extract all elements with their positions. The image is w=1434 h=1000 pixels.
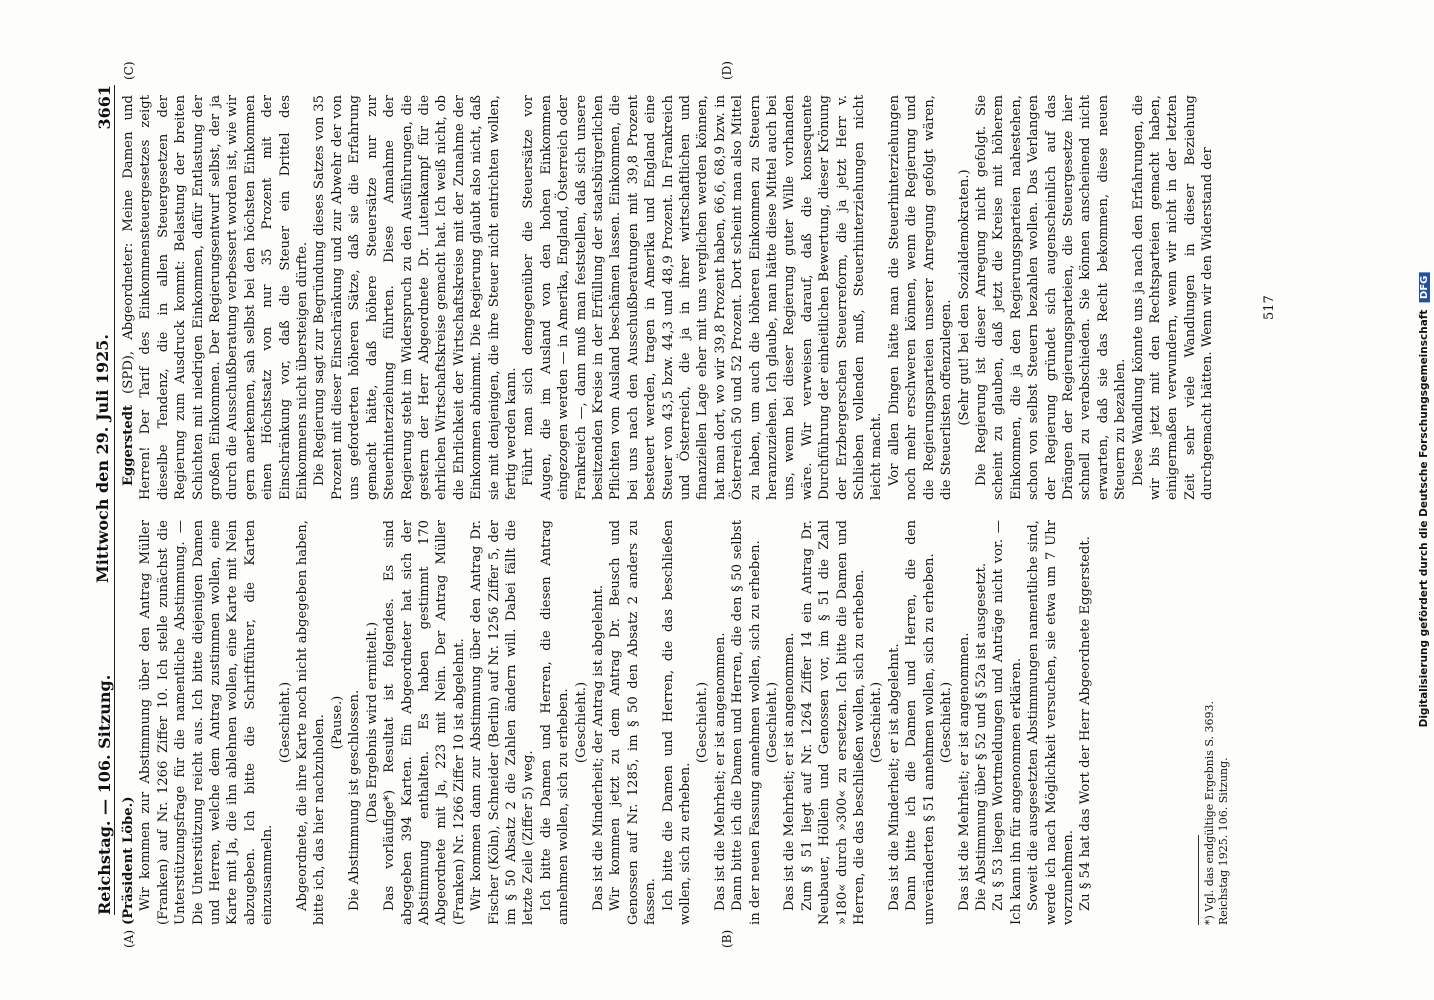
footnote-text: *) Vgl. das endgültige Ergebnis S. 3693. [1203, 700, 1216, 925]
left-column [120, 520, 1095, 925]
footnote-rule [1198, 835, 1199, 925]
paragraph-text: Soweit die ausgesetzten Abstimmungen namentliche sind, werde ich nach Möglichkeit versuchen, sie etwa um 7 Uhr vorzunehmen. [1026, 520, 1076, 925]
left-column-paragraph [607, 520, 659, 925]
paragraph-text: Die Regierung sagt zur Begründung dieses Satzes von 35 Prozent mit dieser Einschränkung und zur Abwehr der von uns geforderten höheren Sätze, daß sie die Erfahrung gemacht hätte, daß höhere Steuersätze nur zur Steuerhinterziehung führten. Diese Annahme der Regierung steht im Widerspruch zu den Ausführungen, die gestern der Herr Abgeordnete Dr. Lutenkampf für die ehrlichen Wirtschaftskreise gemacht hat. Ich weiß nicht, ob die Ehrlichkeit der Wirtschaftskreise mit der Zunahme der Einkommen abnimmt. Die Regierung glaubt also nicht, daß sie mit denjenigen, die ihre Steuer nicht entrichten wollen, fertig werden kann. [312, 95, 519, 500]
margin-mark-d: (D) [720, 61, 734, 80]
paragraph-text: (Geschieht.) [277, 681, 293, 764]
footnote-signature: Reichstag 1925. 106. Sitzung. [1217, 757, 1230, 925]
right-column-paragraph [956, 95, 973, 500]
left-column-paragraph [294, 520, 329, 925]
paragraph-text: Die Regierung ist dieser Anregung nicht gefolgt. Sie scheint zu glauben, daß jetzt die Kreise mit höherem Einkommen, die ja den Regierungsparteien nahestehen, schon von selbst Steuern bezahlen wollen. Das Verlangen der Regierung gründet sich augenscheinlich auf das Drängen der Regierungsparteien, die Steuergesetze hier schnell zu verabschieden. Sie können anscheinend nicht erwarten, daß sie das Recht bekommen, diese neuen Steuern zu bezahlen. [973, 95, 1129, 500]
left-column-paragraph [990, 520, 1025, 925]
margin-mark-a: (A) [122, 929, 136, 948]
paragraph-text: Ich bitte die Damen und Herren, die das beschließen wollen, sich zu erheben. [660, 520, 693, 925]
left-column-paragraph [694, 520, 711, 925]
paragraph-text: Die Abstimmung über § 52 und § 52a ist ausgesetzt. [973, 562, 989, 911]
header-page-number: 3661 [95, 85, 114, 130]
paragraph-text: (Geschieht.) [939, 681, 955, 764]
left-column-paragraph [346, 520, 363, 925]
paragraph-text: Wir kommen dann zur Abstimmung über den Antrag Dr. Fischer (Köln), Schneider (Berlin) auf Nr. 1256 Ziffer 5, der im § 50 Absatz 2 die Zahlen ändern will. Dabei fällt die letzte Zeile (Ziffer 5) weg. [469, 520, 537, 925]
right-column-paragraph [973, 95, 1130, 500]
margin-mark-b: (B) [720, 929, 734, 948]
paragraph-text: Vor allen Dingen hätte man die Steuerhinterziehungen noch mehr erschweren können, wenn die Regierung und die Regierungsparteien unserer Anregung gefolgt wären, die Steuerlisten offenzulegen. [886, 95, 955, 500]
paragraph-text: Dann bitte ich die Damen und Herren, die den unveränderten § 51 annehmen wollen, sich zu erheben. [904, 520, 937, 925]
paragraph-text: Führt man sich demgegenüber die Steuersätze vor Augen, die im Ausland von den hohen Einkommen eingezogen werden — in Amerika, England, Österreich oder Frankreich —, dann muß man feststellen, daß sich unsere besitzenden Kreise in der Erfüllung der staatsbürgerlichen Pflichten vom Ausland beschämen lassen. Einkommen, die bei uns nach den Ausschußberatungen mit 39,8 Prozent besteuert werden, tragen in Amerika und England eine Steuer von 43,5 bzw. 44,3 und 48,9 Prozent. In Frankreich und Österreich, die ja in ihrer wirtschaftlichen und finanziellen Lage eher mit uns verglichen werden können, hat man dort, wo wir 39,8 Prozent haben, 66,6, 68,9 bzw. in Österreich 50 und 52 Prozent. Dort scheint man also Mittel zu haben, um auch die höheren Einkommen zu Steuern heranzuziehen. Ich glaube, man hätte diese Mittel auch bei uns, wenn bei dieser Regierung guter Wille vorhanden wäre. Wir verweisen darauf, daß die konsequente Durchführung der einheitlichen Bewertung, dieser Krönung der Erzbergerschen Steuerreform, die ja jetzt Herr v. Schlieben vollenden muß, Steuerhinterziehungen nicht leicht macht. [521, 95, 885, 500]
left-column-paragraph [886, 520, 903, 925]
paragraph-text: Die Abstimmung ist geschlossen. [347, 689, 363, 911]
header-left: Reichstag. — 106. Sitzung. [95, 674, 114, 915]
left-column-paragraph [364, 520, 381, 925]
right-column-paragraph [311, 95, 520, 500]
left-column-paragraph [729, 520, 764, 925]
left-column-paragraph [120, 520, 137, 925]
page-number-bottom: 517 [1262, 295, 1277, 320]
paragraph-text: Wir kommen zur Abstimmung über den Antrag Müller (Franken) auf Nr. 1266 Ziffer 10. Ich stelle zunächst die Unterstützungsfrage für die namentliche Abstimmung. — Die Unterstützung reicht aus. Ich bitte diejenigen Damen und Herren, welche dem Antrag zustimmen wollen, eine Karte mit Ja, die ihn ablehnen wollen, eine Karte mit Nein abzugeben. Ich bitte die Schriftführer, die Karten einzusammeln. [138, 520, 276, 925]
paragraph-text: Zu § 53 liegen Wortmeldungen und Anträge nicht vor. — Ich kann ihn für angenommen erklären. [991, 520, 1024, 925]
header-date: Mittwoch den 29. Juli 1925. [93, 334, 112, 583]
paragraph-text: Dann bitte ich die Damen und Herren, die den § 50 selbst in der neuen Fassung annehmen wollen, sich zu erheben. [730, 520, 763, 925]
left-column-paragraph [137, 520, 276, 925]
paragraph-text: (Geschieht.) [573, 681, 589, 764]
dfg-logo: DFG [1419, 273, 1430, 302]
left-column-paragraph [468, 520, 538, 925]
page-header [88, 85, 115, 915]
speaker-name: Eggerstedt [121, 404, 136, 486]
speaker-name: (Präsident Löbe.) [121, 796, 136, 925]
paragraph-text: Zum § 51 liegt auf Nr. 1264 Ziffer 14 ein Antrag Dr. Neubauer, Höllein und Genossen vor, im § 51 die Zahl »180« durch »300« zu ersetzen. Ich bitte die Damen und Herren, die das beschließen wollen, sich zu erheben. [799, 520, 868, 925]
left-column-paragraph [660, 520, 695, 925]
paragraph-text: (Geschieht.) [695, 681, 711, 764]
left-column-paragraph [538, 520, 573, 925]
dfg-notice-text: Digitalisierung gefördert durch die Deutsche Forschungsgemeinschaft [1418, 309, 1430, 728]
footnote [1203, 520, 1231, 925]
paragraph-text: (Geschieht.) [869, 681, 885, 764]
left-column-paragraph [1077, 520, 1094, 925]
left-column-paragraph [381, 520, 468, 925]
left-column-paragraph [973, 520, 990, 925]
left-column-paragraph [868, 520, 885, 925]
paragraph-text: Abgeordnete, die ihre Karte noch nicht abgegeben haben, bitte ich, das hier nachzuholen. [295, 520, 328, 925]
right-column-paragraph [120, 95, 311, 500]
dfg-notice [1418, 273, 1430, 728]
paragraph-text: Das ist die Minderheit; er ist abgelehnt. [886, 643, 902, 911]
left-column-paragraph [781, 520, 798, 925]
paragraph-text: Ich bitte die Damen und Herren, die diesen Antrag annehmen wollen, sich zu erheben. [538, 520, 572, 925]
right-column-paragraph [886, 95, 956, 500]
left-column-paragraph [938, 520, 955, 925]
left-column-paragraph [590, 520, 607, 925]
left-column-paragraph [329, 520, 346, 925]
left-column-paragraph [277, 520, 294, 925]
paragraph-text: (SPD), Abgeordneter: Meine Damen und Herren! Der Tarif des Einkommensteuergesetzes zeigt dieselbe Tendenz, die in allen Steuergesetzen der Regierung zum Ausdruck kommt: Belastung der breiten Schichten mit niedrigen Einkommen, dafür Entlastung der großen Einkommen. Der Regierungsentwurf selbst, der ja durch die Ausschußberatung verbessert worden ist, wie wir gern anerkennen, sah selbst bei den höchsten Einkommen einen Höchstsatz von nur 35 Prozent mit der Einschränkung vor, daß die Steuer ein Drittel des Einkommens nicht übersteigen dürfte. [121, 95, 311, 500]
paragraph-text: Zu § 54 hat das Wort der Herr Abgeordnete Eggerstedt. [1078, 536, 1094, 911]
margin-mark-c: (C) [122, 61, 136, 80]
paragraph-text: (Sehr gut! bei den Sozialdemokraten.) [956, 169, 972, 426]
paragraph-text: (Das Ergebnis wird ermittelt.) [364, 621, 380, 824]
right-column-paragraph [520, 95, 886, 500]
left-column-paragraph [903, 520, 938, 925]
paragraph-text: Diese Wandlung könnte uns ja nach den Erfahrungen, die wir bis jetzt mit den Rechtsparteien gemacht haben, einigermaßen verwundern, wenn wir nicht in der letzten Zeit sehr viele Wandlungen in dieser Beziehung durchgemacht hätten. Wenn wir den Widerstand der [1130, 95, 1216, 500]
paragraph-text: (Geschieht.) [765, 681, 781, 764]
left-column-paragraph [712, 520, 729, 925]
left-column-paragraph [956, 520, 973, 925]
paragraph-text: Das ist die Minderheit; der Antrag ist abgelehnt. [590, 584, 606, 911]
right-column [120, 95, 1217, 500]
left-column-paragraph [764, 520, 781, 925]
paragraph-text: Das vorläufige*) Resultat ist folgendes. Es sind abgegeben 394 Karten. Ein Abgeordneter hat sich der Abstimmung enthalten. Es haben gestimmt 170 Abgeordnete mit Ja, 223 mit Nein. Der Antrag Müller (Franken) Nr. 1266 Ziffer 10 ist abgelehnt. [382, 520, 467, 925]
paragraph-text: Das ist die Mehrheit; er ist angenommen. [712, 632, 728, 911]
left-column-paragraph [799, 520, 869, 925]
left-column-paragraph [1025, 520, 1077, 925]
paragraph-text: Das ist die Mehrheit; er ist angenommen. [782, 632, 798, 911]
paragraph-text: Wir kommen jetzt zu dem Antrag Dr. Beusch und Genossen auf Nr. 1285, im § 50 den Absatz 2 anders zu fassen. [608, 520, 659, 925]
left-column-paragraph [573, 520, 590, 925]
right-column-paragraph [1130, 95, 1217, 500]
document-page [80, 40, 1360, 960]
paragraph-text: Das ist die Mehrheit; er ist angenommen. [956, 632, 972, 911]
paragraph-text: (Pause.) [329, 695, 345, 750]
